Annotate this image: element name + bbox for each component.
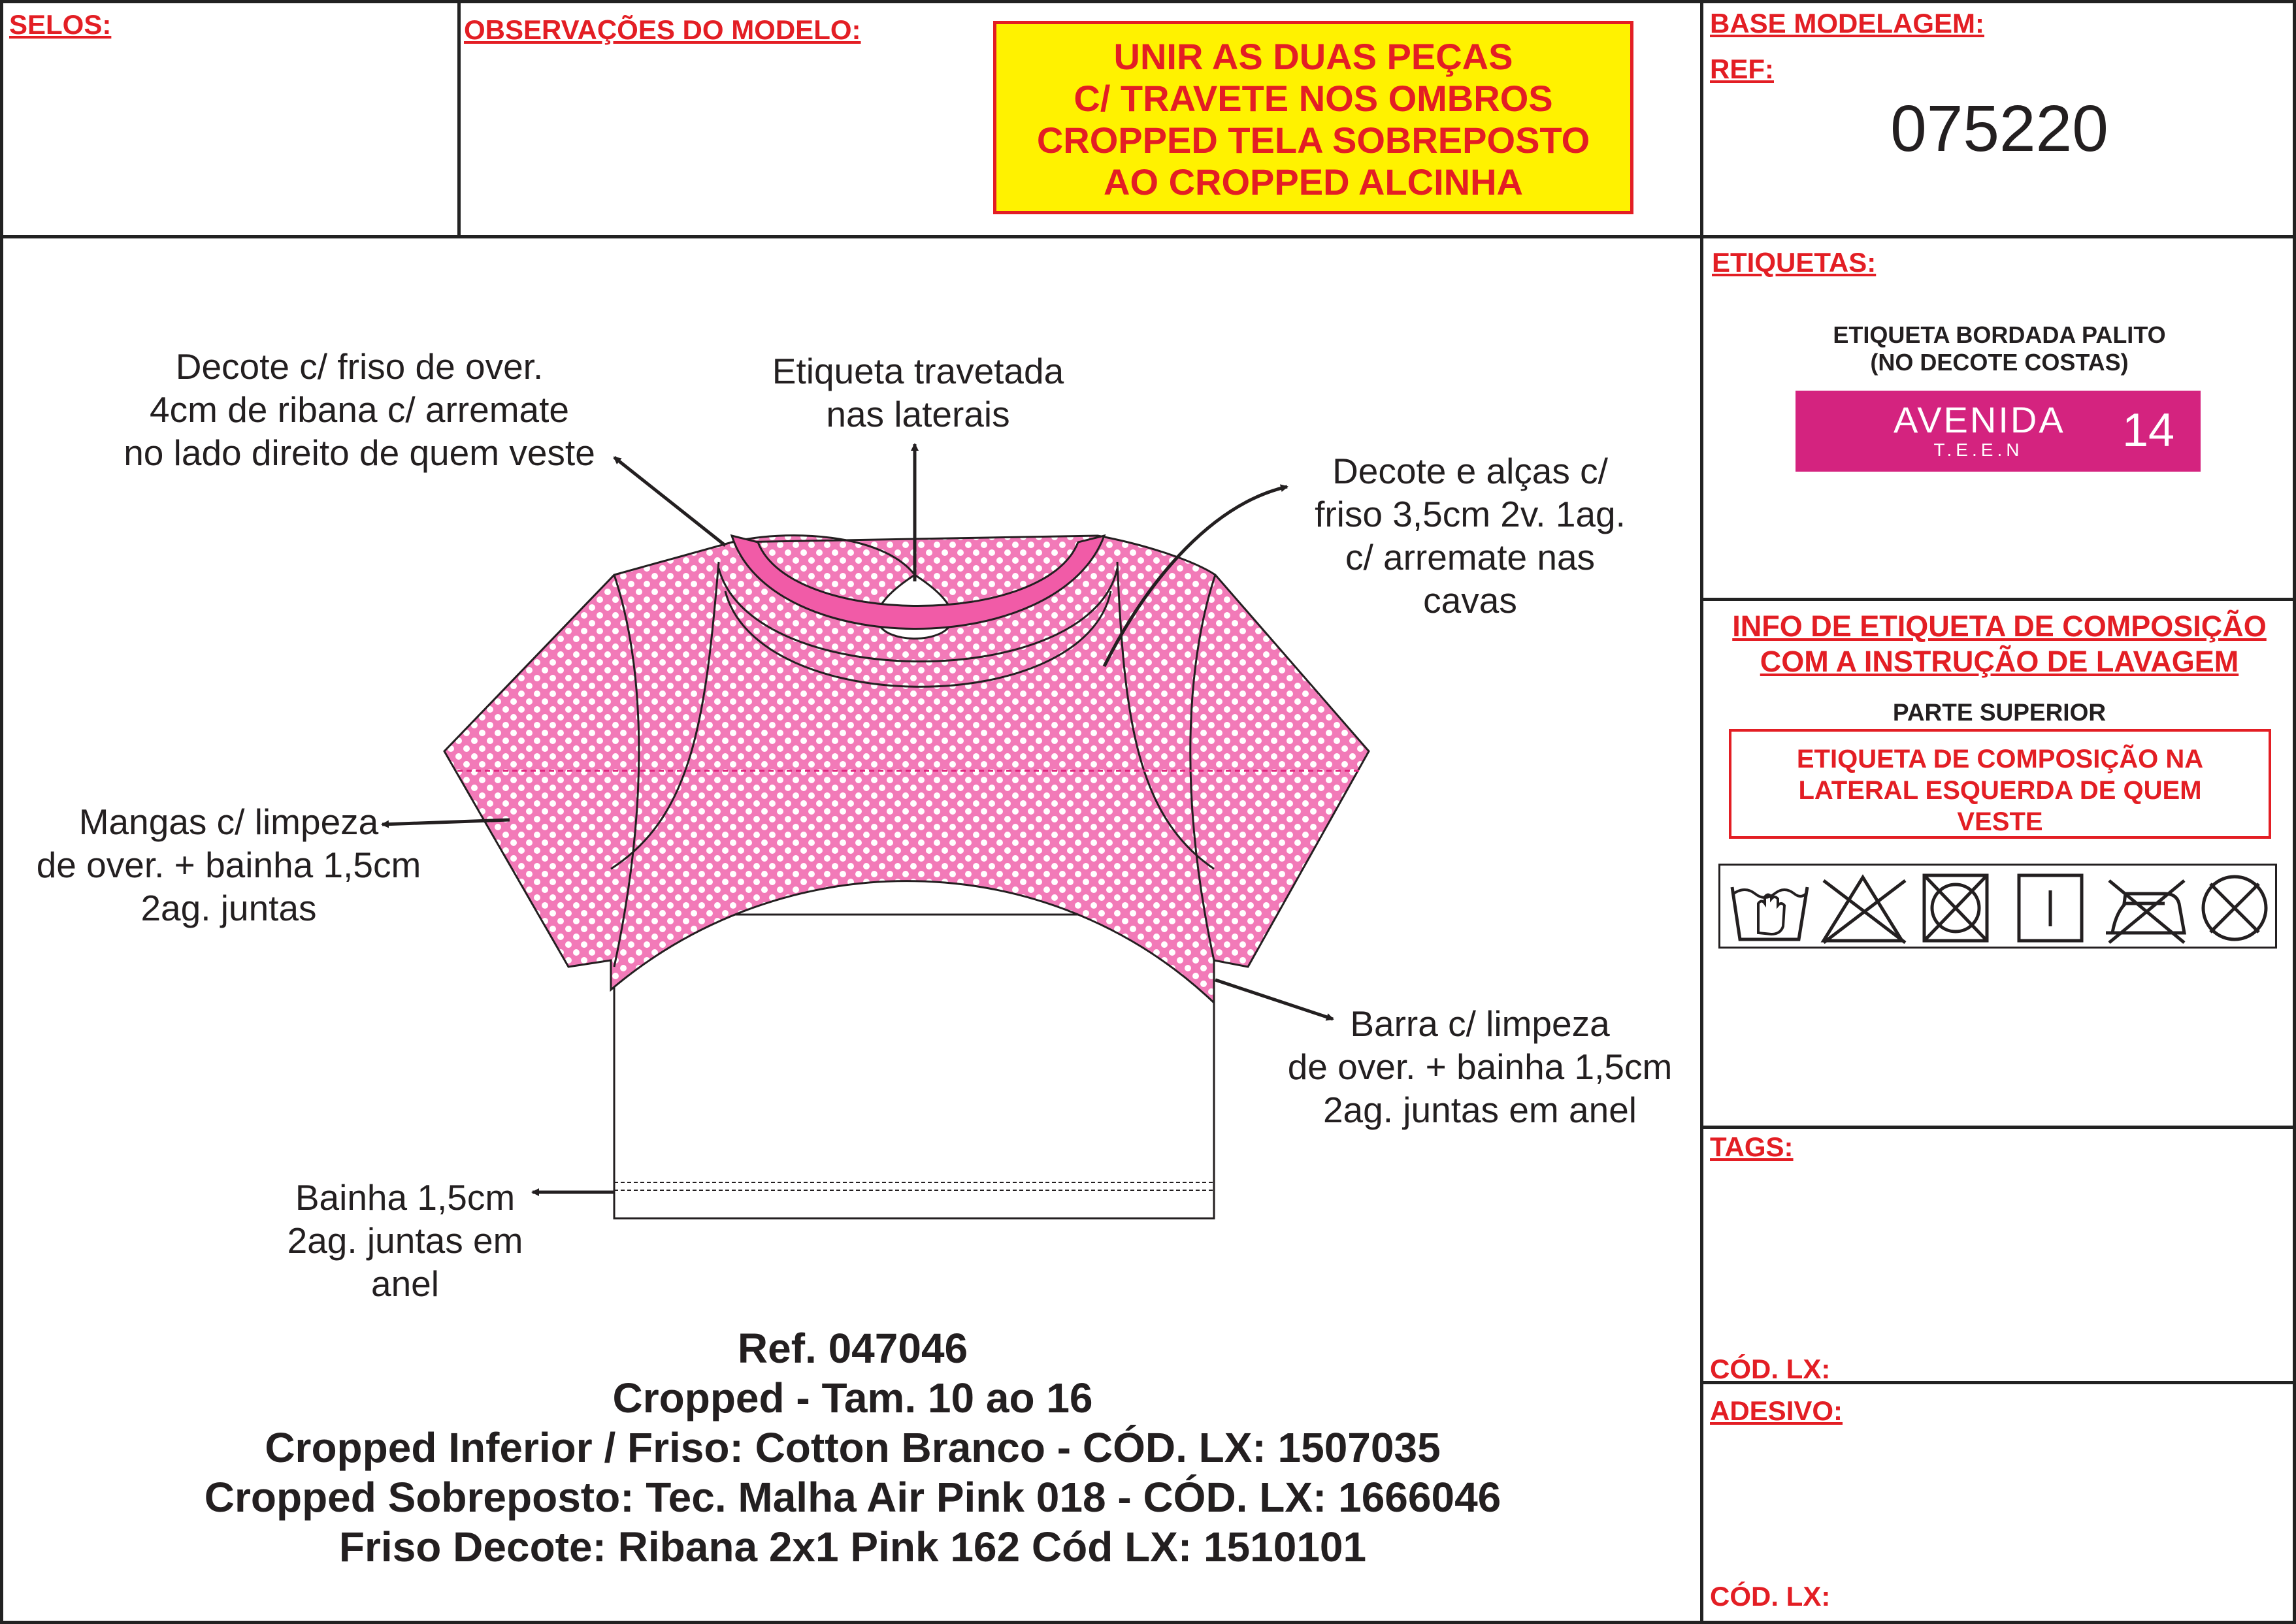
annotation-label-tag bbox=[719, 349, 1117, 436]
arrow-neckline bbox=[614, 457, 725, 545]
annotation-neckline bbox=[91, 345, 627, 474]
annotation-line: cavas bbox=[1423, 580, 1517, 621]
notice-line: UNIR AS DUAS PEÇAS bbox=[1113, 36, 1513, 77]
inner-crop-body bbox=[614, 915, 1214, 1218]
line-dry-icon bbox=[2011, 866, 2090, 950]
notice-line: C/ TRAVETE NOS OMBROS bbox=[1074, 78, 1553, 119]
annotation-line: Decote e alças c/ bbox=[1332, 451, 1608, 491]
tech-spec-ref: Ref. 047046 bbox=[737, 1325, 968, 1372]
composition-box bbox=[1729, 729, 2271, 839]
composition-box-line: LATERAL ESQUERDA DE QUEM bbox=[1798, 776, 2202, 805]
brand-size: 14 bbox=[2122, 404, 2175, 457]
brand-sub: T.E.E.N bbox=[1933, 440, 2024, 460]
tech-spec-line: Friso Decote: Ribana 2x1 Pink 162 Cód LX: 1510101 bbox=[338, 1523, 1367, 1570]
annotation-hem-bottom bbox=[255, 1176, 555, 1305]
parte-superior: PARTE SUPERIOR bbox=[1892, 699, 2107, 726]
annotation-line: c/ arremate nas bbox=[1345, 537, 1596, 577]
no-dry-clean-icon bbox=[2197, 866, 2272, 950]
adesivo-label: ADESIVO: bbox=[1710, 1395, 1843, 1426]
annotation-line: no lado direito de quem veste bbox=[123, 432, 595, 473]
annotation-line: de over. + bainha 1,5cm bbox=[36, 845, 421, 885]
annotation-line: 2ag. juntas em anel bbox=[1322, 1090, 1637, 1130]
annotation-line: Mangas c/ limpeza bbox=[78, 802, 379, 842]
composition-box-line: VESTE bbox=[1957, 807, 2043, 836]
annotation-line: 2ag. juntas em bbox=[287, 1220, 523, 1261]
sidebar-line-2 bbox=[1700, 1126, 2296, 1129]
cod-lx-label-adesivo: CÓD. LX: bbox=[1710, 1581, 1831, 1612]
composition-title-line: COM A INSTRUÇÃO DE LAVAGEM bbox=[1760, 645, 2239, 678]
sidebar-line-1 bbox=[1700, 598, 2296, 601]
annotation-straps bbox=[1268, 449, 1673, 622]
border-bottom bbox=[0, 1621, 2296, 1624]
tech-spec bbox=[7, 1324, 1699, 1572]
ref-label: REF: bbox=[1710, 54, 1774, 84]
annotation-line: Barra c/ limpeza bbox=[1350, 1003, 1610, 1044]
annotation-line: nas laterais bbox=[826, 394, 1010, 434]
notice-line: CROPPED TELA SOBREPOSTO bbox=[1036, 120, 1590, 161]
annotation-line: 2ag. juntas bbox=[140, 888, 317, 928]
etiquetas-label: ETIQUETAS: bbox=[1712, 247, 1877, 278]
annotation-line: Decote c/ friso de over. bbox=[175, 346, 544, 387]
no-iron-icon bbox=[2099, 866, 2191, 950]
annotation-line: 4cm de ribana c/ arremate bbox=[150, 389, 569, 430]
etiqueta-desc bbox=[1705, 321, 2293, 376]
brand-name: AVENIDA bbox=[1894, 399, 2065, 440]
tech-spec-line: Cropped - Tam. 10 ao 16 bbox=[612, 1374, 1093, 1421]
tags-label: TAGS: bbox=[1710, 1131, 1794, 1162]
base-modelagem-label: BASE MODELAGEM: bbox=[1710, 8, 1984, 39]
annotation-line: de over. + bainha 1,5cm bbox=[1287, 1047, 1673, 1087]
cod-lx-label-tags: CÓD. LX: bbox=[1710, 1354, 1831, 1384]
annotation-line: anel bbox=[371, 1263, 439, 1304]
border-top bbox=[0, 0, 2296, 3]
care-symbols bbox=[1718, 864, 2277, 949]
annotation-line: Bainha 1,5cm bbox=[295, 1177, 516, 1218]
composition-title bbox=[1705, 609, 2293, 679]
tech-spec-line: Cropped Sobreposto: Tec. Malha Air Pink 018 - CÓD. LX: 1666046 bbox=[204, 1474, 1501, 1521]
tech-spec-line: Cropped Inferior / Friso: Cotton Branco - CÓD. LX: 1507035 bbox=[265, 1424, 1441, 1471]
etiqueta-desc-line: ETIQUETA BORDADA PALITO bbox=[1833, 321, 2166, 348]
hand-wash-icon bbox=[1726, 866, 1814, 950]
annotation-line: Etiqueta travetada bbox=[772, 351, 1064, 391]
annotation-line: friso 3,5cm 2v. 1ag. bbox=[1315, 494, 1626, 534]
annotation-hem-overlay bbox=[1268, 1002, 1692, 1131]
ref-value: 075220 bbox=[1890, 92, 2108, 165]
notice-line: AO CROPPED ALCINHA bbox=[1104, 161, 1523, 203]
no-tumble-dry-icon bbox=[1916, 866, 1995, 950]
selos-divider bbox=[457, 0, 461, 236]
observacoes-label: OBSERVAÇÕES DO MODELO: bbox=[464, 14, 861, 45]
selos-label: SELOS: bbox=[9, 9, 112, 40]
composition-title-line: INFO DE ETIQUETA DE COMPOSIÇÃO bbox=[1732, 609, 2267, 643]
notice-box bbox=[993, 21, 1633, 214]
no-bleach-icon bbox=[1817, 866, 1909, 950]
composition-box-line: ETIQUETA DE COMPOSIÇÃO NA bbox=[1796, 745, 2204, 773]
etiqueta-desc-line: (NO DECOTE COSTAS) bbox=[1870, 349, 2129, 376]
annotation-sleeves bbox=[7, 800, 451, 930]
brand-label bbox=[1796, 391, 2201, 472]
